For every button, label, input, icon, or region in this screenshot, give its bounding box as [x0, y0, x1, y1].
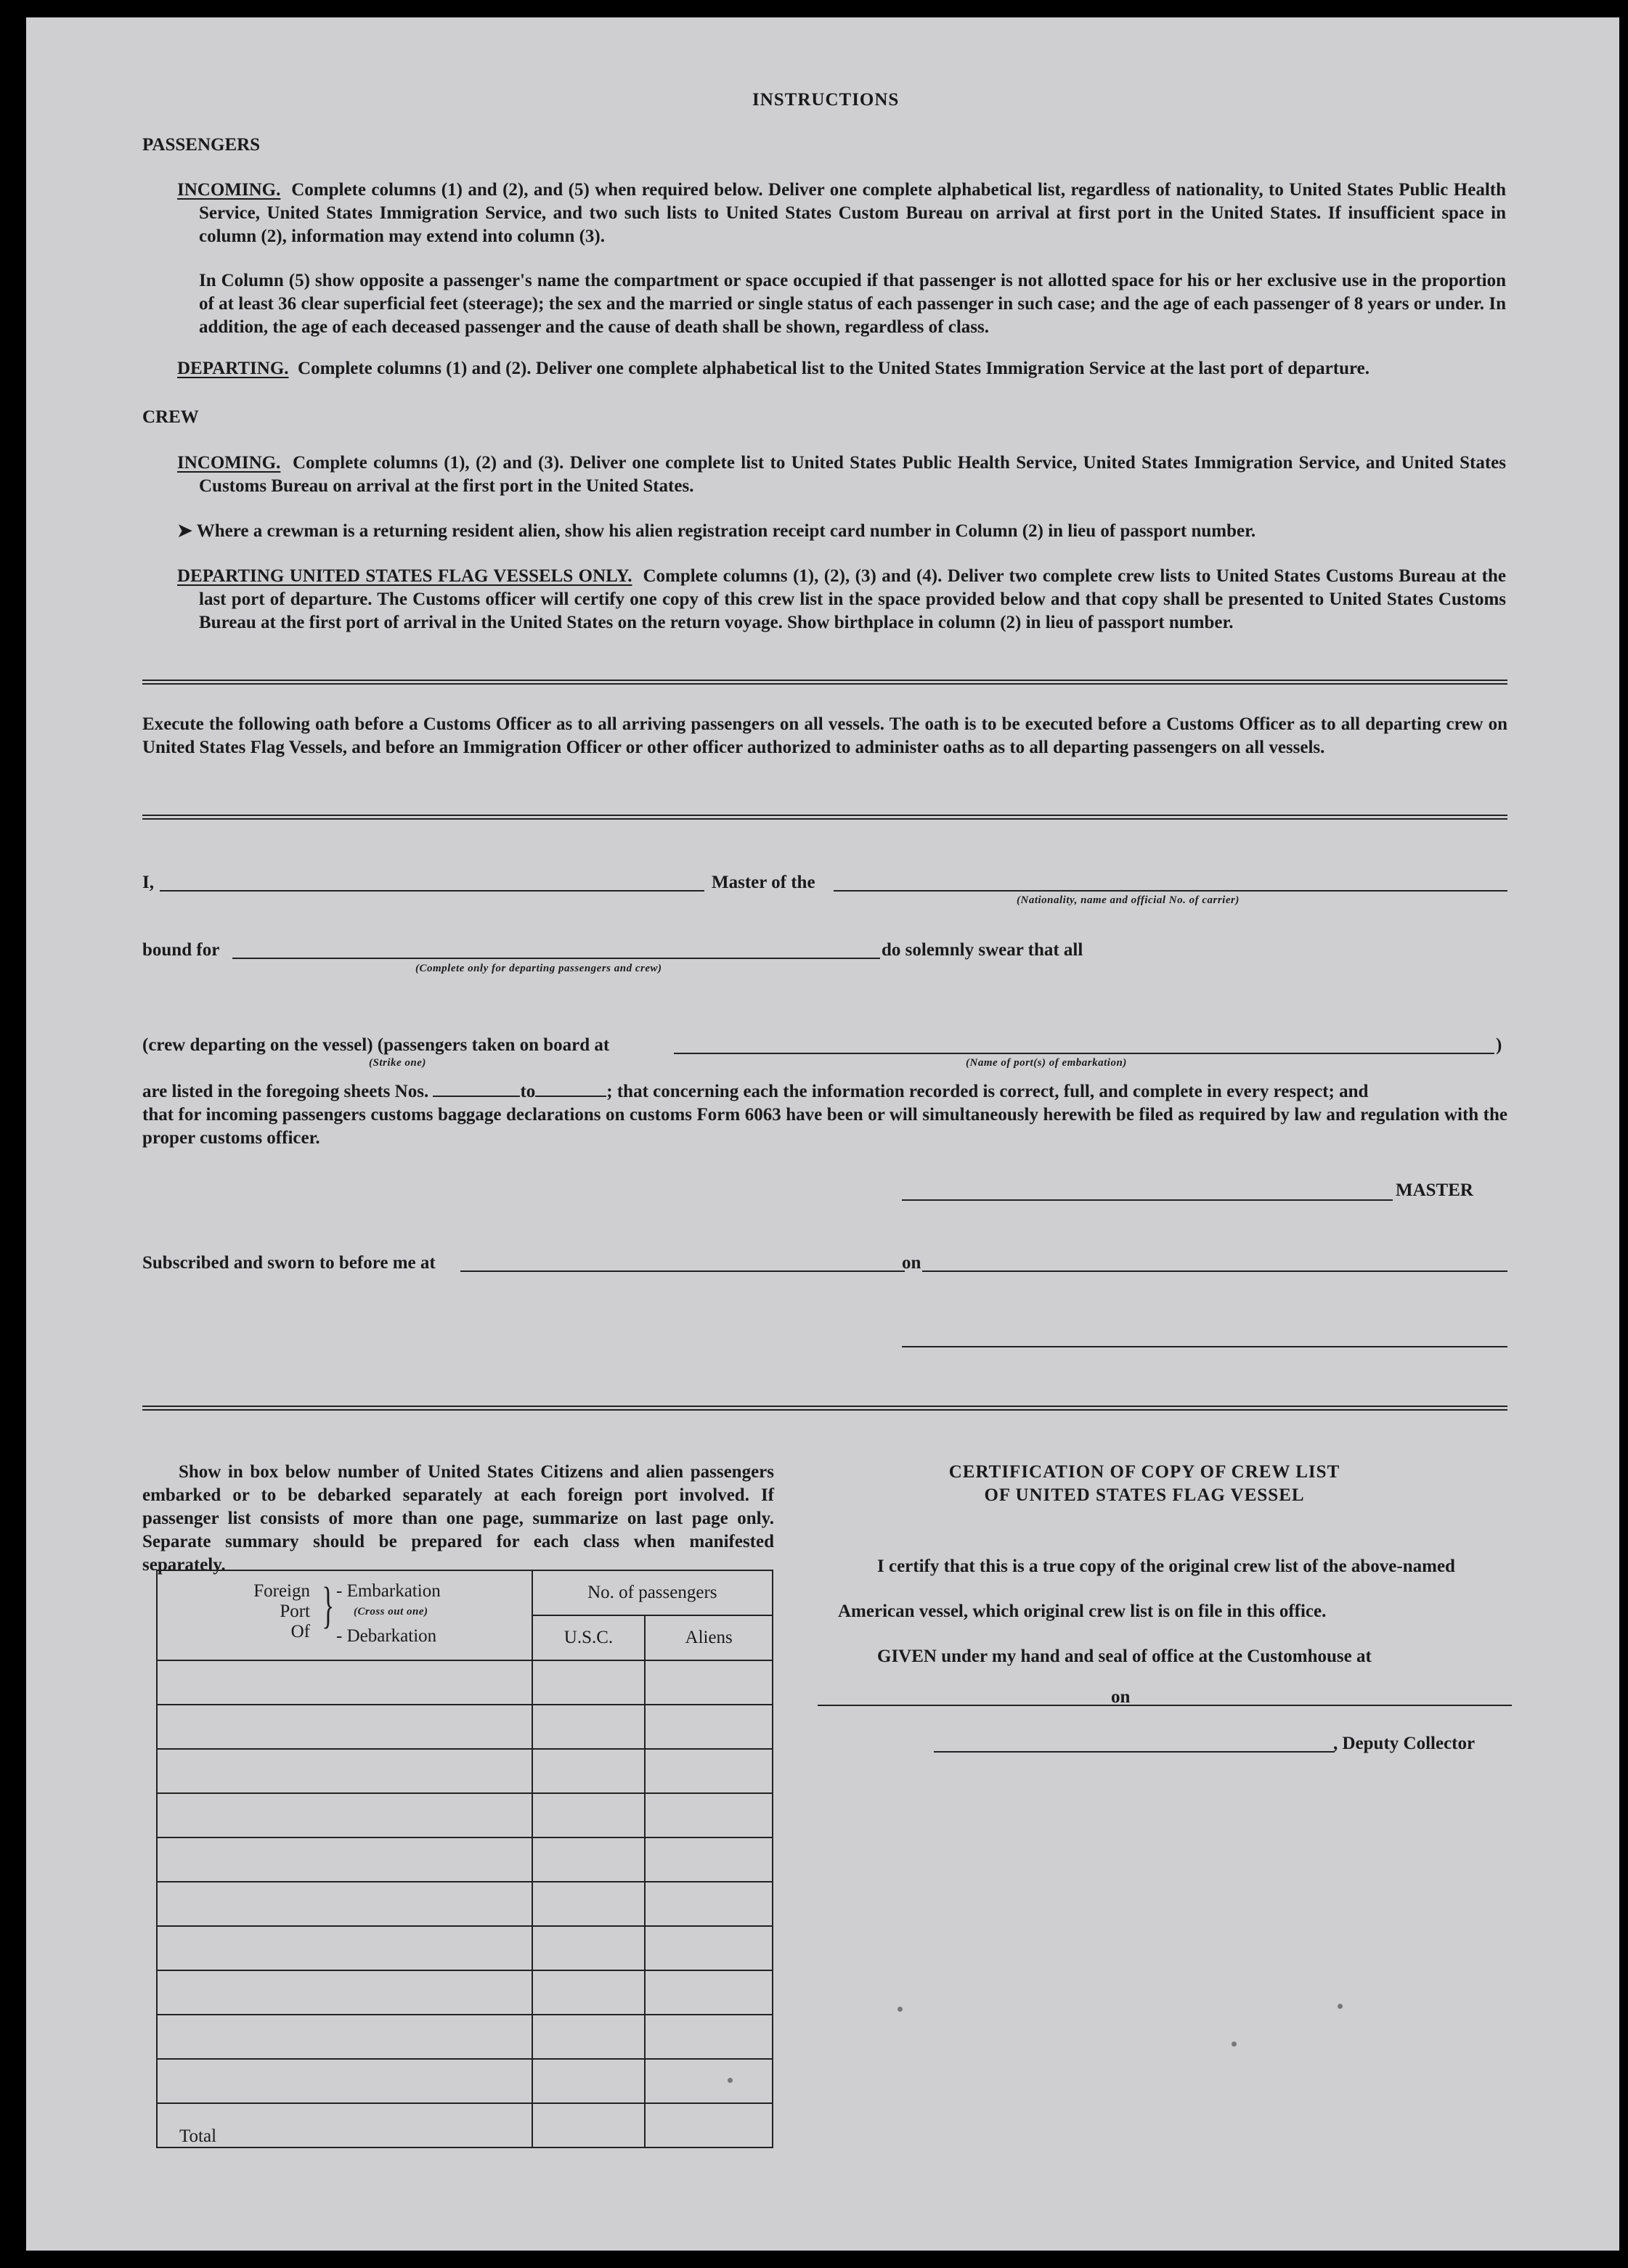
aliens-cell[interactable] [645, 1837, 773, 1882]
aliens-cell[interactable] [645, 2059, 773, 2103]
table-row [157, 1660, 773, 1705]
speck [1338, 2004, 1343, 2009]
port-cell[interactable] [157, 1837, 532, 1882]
table-row [157, 1793, 773, 1837]
passengers-incoming-paragraph [177, 179, 1506, 248]
speck [898, 2007, 903, 2012]
deputy-signature-field[interactable] [934, 1751, 1335, 1753]
aliens-cell[interactable] [645, 1705, 773, 1749]
subscribed-text: Subscribed and sworn to before me at [142, 1253, 436, 1273]
certification-title [796, 1461, 1493, 1507]
total-label: Total [157, 2103, 532, 2147]
usc-cell[interactable] [532, 1660, 646, 1705]
table-row [157, 1705, 773, 1749]
aliens-total-cell[interactable] [645, 2103, 773, 2147]
crewman-note [177, 520, 1513, 543]
aliens-header: Aliens [645, 1615, 773, 1660]
speck [1232, 2041, 1237, 2047]
port-cell[interactable] [157, 1660, 532, 1705]
port-cell[interactable] [157, 1749, 532, 1793]
port-cell[interactable] [157, 1926, 532, 1970]
oath-i-label: I, [142, 873, 154, 892]
incoming-text: Complete columns (1) and (2), and (5) when required below. Deliver one complete alphabetical list, regardless of nationality, to United States Public Health Service, United States Immigration Service, and two such lists to United States Custom Bureau on arrival at first port in the United States. If insufficient space in column (2), information may extend into column (3). [199, 180, 1507, 246]
listed-to-text: to [520, 1082, 536, 1101]
table-row [157, 2059, 773, 2103]
close-paren: ) [1496, 1035, 1502, 1055]
listed-text-b: ; that concerning each the information recorded is correct, full, and complete in every respect; and [606, 1082, 1369, 1101]
summary-instruction: Show in box below number of United States Citizens and alien passengers embarked or to be debarked separately at each foreign port involved. If passenger list consists of more than one page, summarize on last page only. Separate summary should be prepared for each class when manifested separately. [142, 1462, 774, 1575]
port-cell[interactable] [157, 1705, 532, 1749]
sworn-date-field[interactable] [922, 1270, 1507, 1272]
usc-cell[interactable] [532, 2015, 646, 2059]
carrier-field[interactable] [834, 890, 1507, 892]
table-row [157, 1882, 773, 1926]
aliens-cell[interactable] [645, 1882, 773, 1926]
of-label: Of [290, 1622, 310, 1641]
column5-paragraph: In Column (5) show opposite a passenger's name the compartment or space occupied if that passenger is not allotted space for his or her exclusive use in the proportion of at least 36 clear superficial feet (steerage); the sex and the married or single status of each passenger in such case; and the age of each passenger of 8 years or under. In addition, the age of each deceased passenger and the cause of death shall be shown, regardless of class. [199, 271, 1506, 337]
swear-text: do solemnly swear that all [882, 940, 1083, 960]
brace-icon: } [322, 1578, 335, 1633]
aliens-cell[interactable] [645, 1660, 773, 1705]
table-row [157, 1837, 773, 1882]
listed-line [142, 1080, 1507, 1104]
american-vessel-text: American vessel, which original crew list is on file in this office. [838, 1602, 1327, 1621]
aliens-cell[interactable] [645, 1926, 773, 1970]
incoming-label: INCOMING. [177, 180, 281, 200]
divider-1 [142, 680, 1507, 685]
certification-title-line2: OF UNITED STATES FLAG VESSEL [984, 1485, 1305, 1505]
listed-rest-text: that for incoming passengers customs baggage declarations on customs Form 6063 have been or will simultaneously herewith be filed as required by law and regulation with the proper customs officer. [142, 1105, 1507, 1148]
table-row [157, 1970, 773, 2015]
usc-cell[interactable] [532, 1837, 646, 1882]
complete-only-note: (Complete only for departing passengers and crew) [415, 963, 662, 974]
ports-note: (Name of port(s) of embarkation) [966, 1057, 1127, 1069]
destination-field[interactable] [232, 958, 880, 959]
crew-departing-text: (crew departing on the vessel) (passengers taken on board at [142, 1035, 610, 1055]
port-cell[interactable] [157, 1793, 532, 1837]
ports-embarkation-field[interactable] [674, 1053, 1494, 1054]
table-row [157, 1749, 773, 1793]
port-cell[interactable] [157, 2015, 532, 2059]
no-passengers-header: No. of passengers [532, 1570, 773, 1615]
usc-total-cell[interactable] [532, 2103, 646, 2147]
form-sheet [26, 17, 1619, 2251]
speck [728, 2078, 733, 2083]
master-label: MASTER [1396, 1180, 1473, 1200]
debarkation-label: - Debarkation [336, 1626, 437, 1646]
crew-incoming-paragraph [177, 452, 1506, 498]
cert-date-field[interactable] [1131, 1705, 1512, 1706]
flag-text: Complete columns (1), (2), (3) and (4). Deliver two complete crew lists to United States Customs Bureau at the last port of departure. The Customs officer will certify one copy of this crew list in the space provided below and that copy shall be presented to United States Customs Bureau at the first port of arrival in the United States on the return voyage. Show birthplace in column (2) in lieu of passport number. [199, 566, 1507, 632]
port-label: Port [280, 1602, 310, 1621]
sworn-on-label: on [902, 1253, 921, 1273]
certify-text: I certify that this is a true copy of the original crew list of the above-named [877, 1557, 1455, 1576]
crew-incoming-text: Complete columns (1), (2) and (3). Deliver one complete list to United States Public Health Service, United States Immigration Service, and United States Customs Bureau on arrival at the first port in the United States. [199, 453, 1507, 496]
certification-title-line1: CERTIFICATION OF COPY OF CREW LIST [948, 1462, 1340, 1482]
cert-on-label: on [1111, 1687, 1131, 1707]
port-header-cell [157, 1570, 532, 1660]
master-signature-field[interactable] [902, 1199, 1393, 1201]
usc-cell[interactable] [532, 1705, 646, 1749]
listed-text-a: are listed in the foregoing sheets Nos. [142, 1082, 429, 1101]
table-row [157, 2015, 773, 2059]
given-text: GIVEN under my hand and seal of office at the Customhouse at [877, 1647, 1372, 1666]
instructions-title: INSTRUCTIONS [752, 90, 900, 110]
bound-for-label: bound for [142, 940, 220, 960]
aliens-cell[interactable] [645, 2015, 773, 2059]
crew-incoming-label: INCOMING. [177, 453, 281, 473]
port-cell[interactable] [157, 1970, 532, 2015]
foreign-label: Foreign [253, 1581, 310, 1601]
sheet-from-field[interactable] [433, 1081, 520, 1097]
passenger-summary-table [156, 1570, 773, 2148]
aliens-cell[interactable] [645, 1793, 773, 1837]
officer-signature-field[interactable] [902, 1346, 1507, 1347]
sheet-to-field[interactable] [535, 1081, 606, 1097]
cross-out-note: (Cross out one) [354, 1606, 428, 1618]
usc-cell[interactable] [532, 1926, 646, 1970]
divider-3 [142, 1406, 1507, 1411]
flag-label: DEPARTING UNITED STATES FLAG VESSELS ONLY. [177, 566, 632, 586]
crewman-note-text: Where a crewman is a returning resident alien, show his alien registration receipt card number in Column (2) in lieu of passport number. [196, 521, 1256, 541]
aliens-cell[interactable] [645, 1970, 773, 2015]
crew-heading: CREW [142, 407, 199, 427]
table-row [157, 1926, 773, 1970]
divider-2 [142, 815, 1507, 820]
total-row [157, 2103, 773, 2147]
port-cell[interactable] [157, 1882, 532, 1926]
deputy-collector-label: , Deputy Collector [1333, 1734, 1476, 1753]
departing-label: DEPARTING. [177, 359, 289, 378]
passengers-heading: PASSENGERS [142, 135, 261, 155]
nationality-note: (Nationality, name and official No. of carrier) [1017, 894, 1240, 906]
usc-cell[interactable] [532, 1970, 646, 2015]
passengers-departing-paragraph [177, 357, 1513, 380]
oath-instruction: Execute the following oath before a Customs Officer as to all arriving passengers on all vessels. The oath is to be executed before a Customs Officer as to all departing crew on United States Flag Vessels, and before an Immigration Officer or other officer authorized to administer oaths as to all departing passengers on all vessels. [142, 714, 1507, 757]
usc-cell[interactable] [532, 1749, 646, 1793]
customhouse-field[interactable] [818, 1705, 1134, 1706]
aliens-cell[interactable] [645, 1749, 773, 1793]
foreign-port-of [237, 1581, 310, 1642]
embarkation-label: - Embarkation [336, 1581, 441, 1601]
master-name-field[interactable] [160, 890, 704, 892]
arrow-mark-icon: ➤ [177, 521, 192, 541]
strike-one-note: (Strike one) [369, 1057, 426, 1069]
sworn-location-field[interactable] [460, 1270, 905, 1272]
departing-text: Complete columns (1) and (2). Deliver one complete alphabetical list to the United States Immigration Service at the last port of departure. [298, 359, 1369, 378]
usc-cell[interactable] [532, 1882, 646, 1926]
usc-header: U.S.C. [532, 1615, 646, 1660]
usc-cell[interactable] [532, 1793, 646, 1837]
usc-cell[interactable] [532, 2059, 646, 2103]
flag-vessels-paragraph [177, 565, 1506, 635]
master-of-the-label: Master of the [712, 873, 815, 892]
port-cell[interactable] [157, 2059, 532, 2103]
